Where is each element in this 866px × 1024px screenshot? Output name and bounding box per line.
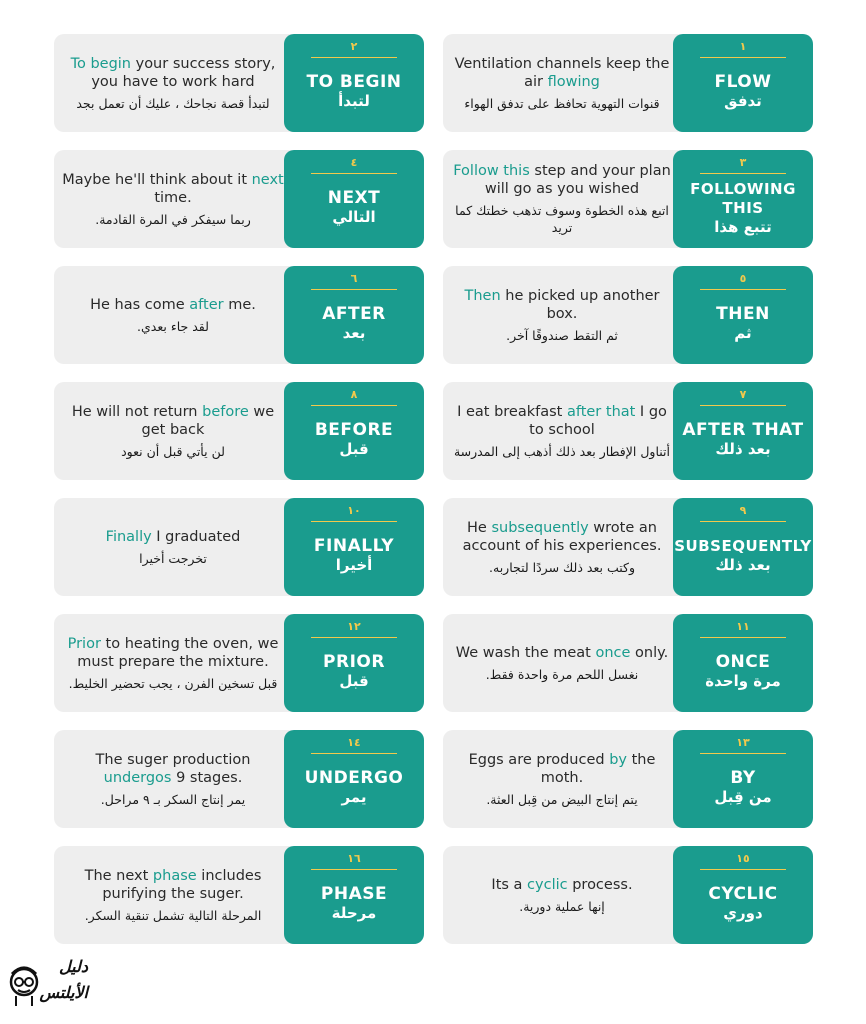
example-text: He has come	[90, 296, 190, 313]
vocab-word: PHASE	[320, 884, 388, 904]
vocab-word: NEXT	[327, 188, 381, 208]
example-english	[62, 751, 284, 787]
example-arabic: لقد جاء بعدي.	[137, 318, 209, 334]
example-text: we get back	[141, 403, 275, 438]
example-text: the moth.	[540, 751, 656, 786]
example-text: 9 stages.	[171, 769, 243, 786]
vocab-word-arabic: التالي	[332, 208, 376, 226]
highlighted-word: Follow this	[453, 163, 530, 179]
example-text: Ventilation channels keep the air	[454, 55, 670, 90]
example-text: process.	[567, 876, 633, 893]
card-number: ١٢	[347, 620, 361, 633]
example-text: time.	[154, 189, 192, 206]
vocab-word: BY	[730, 768, 756, 788]
word-tile	[673, 846, 813, 944]
example-english	[90, 296, 256, 314]
highlighted-word: Finally	[105, 528, 152, 545]
example-arabic: لتبدأ قصة نجاحك ، عليك أن تعمل بجد	[76, 95, 270, 111]
example-sentence-box	[443, 34, 681, 132]
vocab-word: FLOW	[714, 72, 772, 92]
example-sentence-box	[443, 498, 681, 596]
vocab-word-arabic: بعد	[342, 324, 366, 342]
example-english	[451, 162, 673, 198]
example-sentence-box	[443, 846, 681, 944]
highlighted-word: Then	[464, 287, 501, 304]
example-arabic: أتناول الإفطار بعد ذلك أذهب إلى المدرسة	[453, 443, 671, 459]
example-text: Its a	[491, 876, 528, 893]
vocab-word-arabic: تتبع هذا	[714, 217, 772, 236]
word-tile	[284, 34, 424, 132]
vocab-card	[443, 34, 813, 134]
example-arabic: وكتب بعد ذلك سردًا لتجاربه.	[489, 559, 635, 575]
vocab-word: TO BEGIN	[306, 72, 402, 92]
example-english	[62, 403, 284, 439]
vocab-word: ONCE	[715, 652, 771, 672]
word-tile	[284, 614, 424, 712]
word-tile	[673, 266, 813, 364]
example-arabic: قبل تسخين الفرن ، يجب تحضير الخليط.	[68, 675, 278, 691]
card-number: ٦	[350, 272, 358, 285]
vocab-card	[54, 382, 424, 482]
vocab-word: CYCLIC	[708, 884, 778, 904]
vocab-word: THEN	[716, 304, 770, 324]
example-text: He will not return	[71, 403, 203, 420]
example-english	[451, 287, 673, 323]
word-tile	[673, 34, 813, 132]
vocab-card	[443, 846, 813, 946]
vocab-word-arabic: مرحلة	[331, 904, 377, 922]
word-tile	[673, 150, 813, 248]
example-english	[106, 528, 241, 546]
example-english	[451, 55, 673, 91]
card-number: ٩	[739, 504, 747, 517]
example-text: The next	[84, 867, 153, 884]
brand-logo	[8, 950, 88, 1016]
word-tile	[284, 382, 424, 480]
highlighted-word: next	[251, 171, 284, 188]
card-number: ١	[739, 40, 747, 53]
card-number: ٣	[739, 156, 747, 169]
word-tile	[284, 498, 424, 596]
example-sentence-box	[54, 730, 292, 828]
vocab-card	[443, 730, 813, 830]
example-text: Maybe he'll think about it	[62, 171, 252, 188]
highlighted-word: once	[595, 644, 631, 661]
example-text: The suger production	[95, 751, 251, 768]
vocab-word: PRIOR	[323, 652, 385, 672]
word-tile	[284, 266, 424, 364]
example-text: me.	[223, 296, 256, 313]
vocab-word: UNDERGO	[304, 768, 404, 788]
example-english	[62, 867, 284, 903]
card-number: ٤	[350, 156, 358, 169]
logo-text: دليل الأيلتس	[39, 957, 88, 1002]
example-text: He	[467, 519, 492, 536]
example-arabic: إنها عملية دورية.	[519, 898, 605, 914]
card-number: ٧	[739, 388, 747, 401]
highlighted-word: cyclic	[527, 876, 568, 893]
word-tile	[284, 846, 424, 944]
highlighted-word: flowing	[547, 73, 600, 90]
example-arabic: يمر إنتاج السكر بـ ٩ مراحل.	[100, 791, 246, 807]
highlighted-word: before	[202, 403, 249, 420]
card-number: ١٦	[347, 852, 361, 865]
example-arabic: لن يأتي قبل أن نعود	[121, 443, 225, 459]
example-english	[62, 171, 284, 207]
example-text: only.	[630, 644, 669, 661]
example-text: includes purifying the suger.	[102, 867, 262, 902]
vocab-word-arabic: لتبدأ	[338, 92, 370, 110]
card-number: ١١	[736, 620, 750, 633]
example-sentence-box	[443, 266, 681, 364]
example-text: I graduated	[151, 528, 241, 545]
example-sentence-box	[54, 846, 292, 944]
example-english	[491, 876, 632, 894]
word-tile	[673, 498, 813, 596]
example-english	[451, 519, 673, 555]
vocab-word-arabic: يمر	[341, 788, 367, 806]
example-arabic: المرحلة التالية تشمل تنقية السكر.	[84, 907, 262, 923]
vocab-word-arabic: قبل	[339, 440, 369, 458]
card-number: ١٤	[347, 736, 361, 749]
example-text: I eat breakfast	[457, 403, 567, 420]
example-arabic: اتبع هذه الخطوة وسوف تذهب خطتك كما تريد	[455, 203, 669, 235]
example-sentence-box	[443, 382, 681, 480]
example-text: step and your plan will go as you wished	[484, 163, 671, 197]
word-tile	[673, 730, 813, 828]
vocab-card	[443, 266, 813, 366]
card-number: ١٣	[736, 736, 750, 749]
example-sentence-box	[54, 150, 292, 248]
example-text: We wash the meat	[455, 644, 596, 661]
vocab-word-arabic: أخيرا	[335, 556, 373, 574]
vocab-word-arabic: مرة واحدة	[705, 672, 781, 690]
example-arabic: يتم إنتاج البيض من قِبل العثة.	[486, 791, 638, 807]
vocab-word-arabic: دوري	[723, 904, 763, 922]
highlighted-word: Prior	[67, 635, 101, 652]
example-arabic: نغسل اللحم مرة واحدة فقط.	[485, 666, 639, 682]
word-tile	[673, 382, 813, 480]
vocab-card	[54, 34, 424, 134]
vocab-word-arabic: بعد ذلك	[715, 556, 771, 574]
vocab-word: BEFORE	[314, 420, 394, 440]
vocab-card	[54, 150, 424, 250]
vocab-card	[54, 614, 424, 714]
highlighted-word: To begin	[70, 55, 131, 72]
example-text: wrote an account of his experiences.	[462, 519, 662, 554]
vocab-card	[443, 150, 813, 250]
example-text: Eggs are produced	[468, 751, 610, 768]
vocab-card	[54, 846, 424, 946]
vocab-word-arabic: ثم	[734, 324, 752, 342]
highlighted-word: undergos	[103, 769, 172, 786]
example-sentence-box	[443, 730, 681, 828]
example-text: your success story, you have to work hard	[91, 55, 276, 90]
card-number: ٨	[350, 388, 358, 401]
vocab-word: FOLLOWING THIS	[690, 179, 796, 217]
example-english	[62, 55, 284, 91]
word-tile	[284, 150, 424, 248]
card-number: ١٥	[736, 852, 750, 865]
vocab-card	[54, 730, 424, 830]
vocab-word: AFTER THAT	[682, 420, 804, 440]
card-number: ٥	[739, 272, 747, 285]
example-english	[451, 403, 673, 439]
example-arabic: تخرجت أخيرا	[139, 550, 207, 566]
example-text: he picked up another box.	[500, 287, 660, 322]
vocab-word-arabic: بعد ذلك	[715, 440, 771, 458]
example-sentence-box	[443, 150, 681, 248]
example-arabic: ثم التقط صندوقًا آخر.	[506, 327, 618, 343]
highlighted-word: phase	[152, 867, 197, 884]
vocab-word-arabic: من قِبل	[714, 788, 772, 806]
example-english	[451, 751, 673, 787]
word-tile	[284, 730, 424, 828]
example-sentence-box	[54, 382, 292, 480]
example-text: I go to school	[529, 403, 667, 438]
vocab-word: SUBSEQUENTLY	[674, 537, 812, 555]
example-sentence-box	[54, 34, 292, 132]
highlighted-word: by	[609, 751, 627, 768]
example-arabic: ربما سيفكر في المرة القادمة.	[95, 211, 251, 227]
example-english	[62, 635, 284, 671]
vocab-card	[443, 614, 813, 714]
word-tile	[673, 614, 813, 712]
vocab-word-arabic: قبل	[339, 672, 369, 690]
example-english	[456, 644, 669, 662]
example-sentence-box	[54, 498, 292, 596]
vocab-word: AFTER	[322, 304, 386, 324]
vocab-card	[54, 266, 424, 366]
example-sentence-box	[54, 266, 292, 364]
card-number: ٢	[350, 40, 358, 53]
vocab-card	[54, 498, 424, 598]
highlighted-word: subsequently	[491, 519, 589, 536]
card-number: ١٠	[347, 504, 361, 517]
highlighted-word: after that	[566, 403, 636, 420]
example-sentence-box	[54, 614, 292, 712]
highlighted-word: after	[189, 296, 224, 313]
vocab-card	[443, 498, 813, 598]
vocab-card	[443, 382, 813, 482]
example-arabic: قنوات التهوية تحافظ على تدفق الهواء	[464, 95, 660, 111]
example-sentence-box	[443, 614, 681, 712]
vocab-word-arabic: تدفق	[724, 92, 762, 110]
vocab-word: FINALLY	[313, 536, 395, 556]
example-text: to heating the oven, we must prepare the mixture.	[77, 635, 279, 670]
